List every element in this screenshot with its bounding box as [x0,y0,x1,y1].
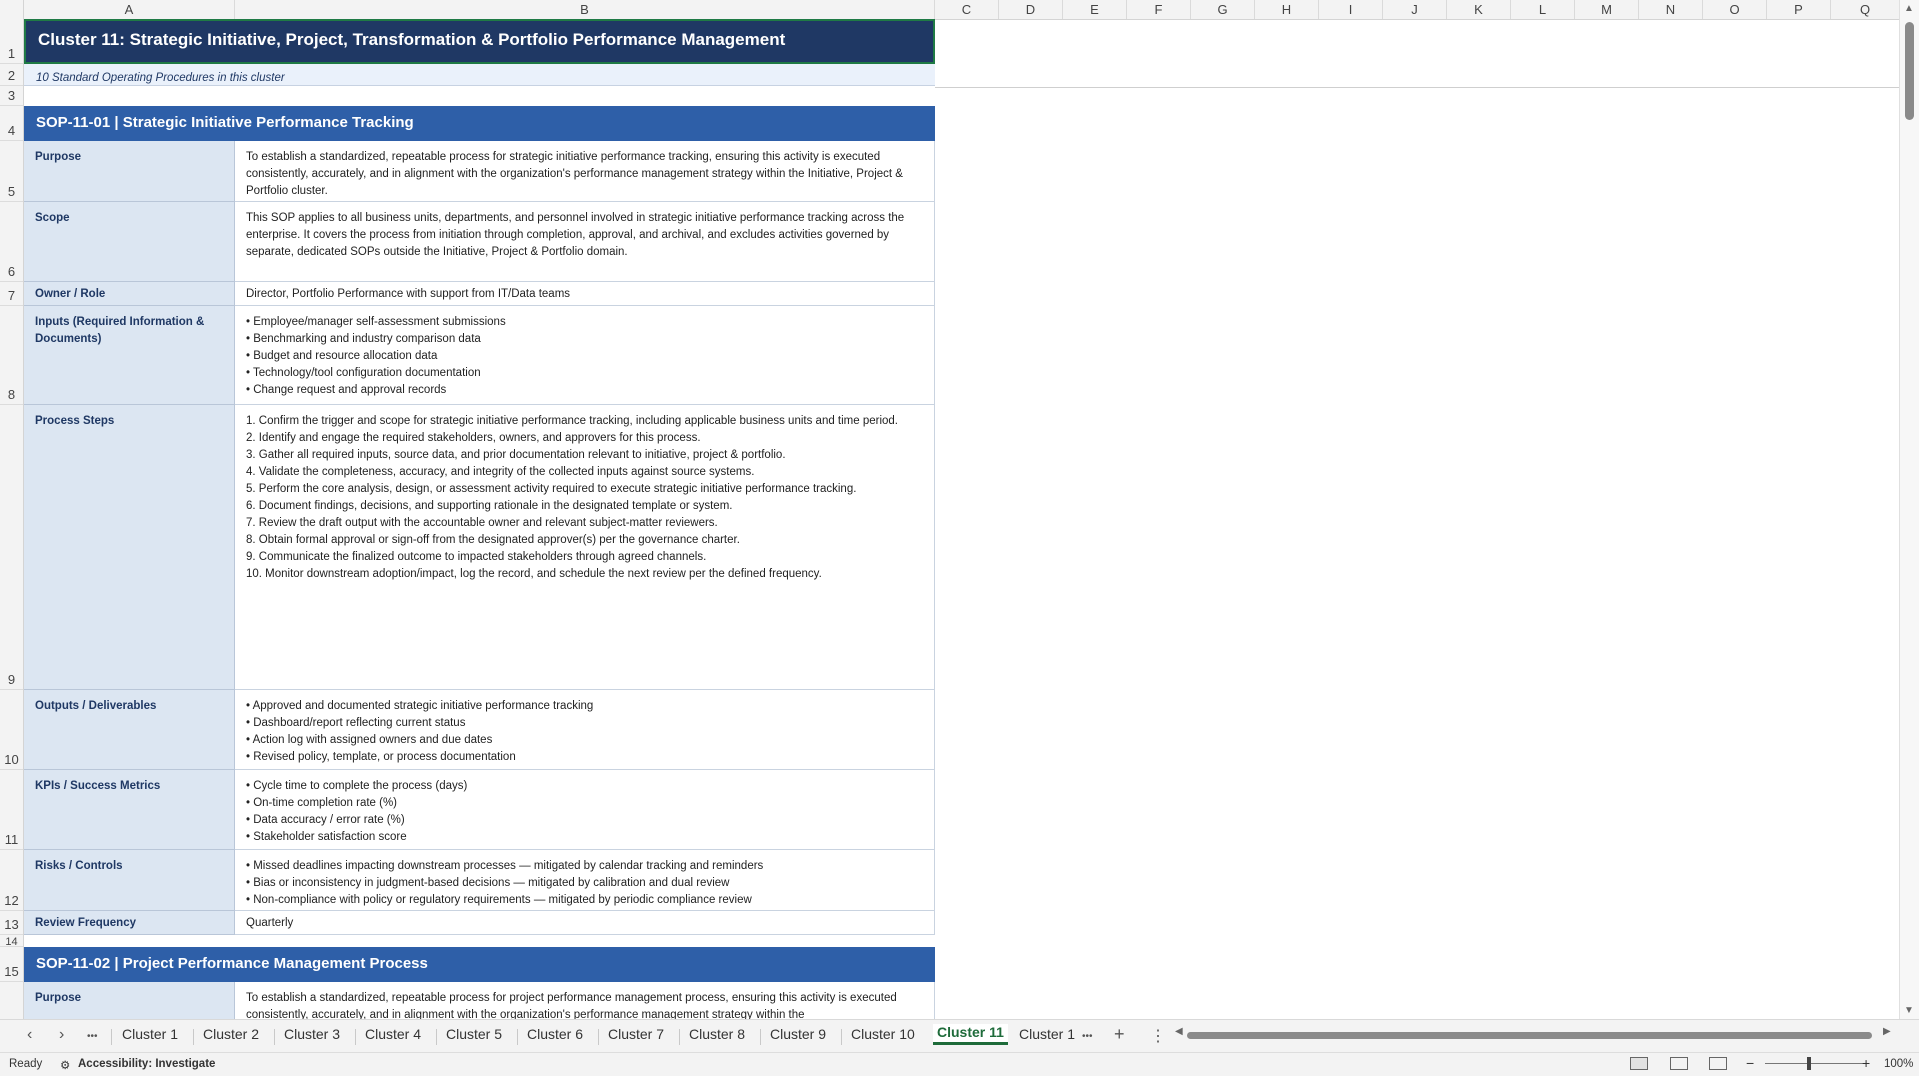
purpose-value[interactable]: To establish a standardized, repeatable process for strategic initiative performance tracking, ensuring this activity is executed consistently, accurately, and in alignment with the organization's performance management strategy within the Initiative, Project & Portfolio cluster. [235,141,935,202]
scroll-down-arrow-icon[interactable]: ▼ [1904,1005,1914,1016]
purpose-label[interactable]: Purpose [24,982,235,1019]
scope-value[interactable]: This SOP applies to all business units, departments, and personnel involved in strategic initiative performance tracking across the enterprise. It covers the process from initiation through completion, approval, and archival, and excludes activities governed by separate, dedicated SOPs outside the Initiative, Project & Portfolio domain. [235,202,935,282]
page-layout-view-icon[interactable] [1670,1057,1688,1070]
column-header-o[interactable]: O [1703,0,1767,19]
tab-cluster-1[interactable]: Cluster 1 [122,1026,179,1042]
ready-status: Ready [9,1058,43,1070]
outputs-label[interactable]: Outputs / Deliverables [24,690,235,770]
tab-separator [436,1029,437,1045]
scroll-right-arrow-icon[interactable]: ▶ [1883,1026,1891,1037]
process-steps-value[interactable]: 1. Confirm the trigger and scope for strategic initiative performance tracking, including applicable business units and time period. 2. Identify and engage the required stakeholders, owners, and approvers for this process. 3. Gather all required inputs, source data, and prior documentation relevant to initiative, project & portfolio. 4. Validate the completeness, accuracy, and integrity of the collected inputs against source systems. 5. Perform the core analysis, design, or assessment activity required to execute strategic initiative performance tracking. 6. Document findings, decisions, and supporting rationale in the designated template or system. 7. Review the draft output with the accountable owner and relevant subject-matter reviewers. 8. Obtain formal approval or sign-off from the designated approver(s) per the governance charter. 9. Communicate the finalized outcome to impacted stakeholders through agreed channels. 10. Monitor downstream adoption/impact, log the record, and schedule the next review per the defined frequency. [235,405,935,690]
more-sheets-right-icon[interactable]: ••• [1082,1031,1093,1042]
tab-separator [193,1029,194,1045]
owner-label[interactable]: Owner / Role [24,282,235,306]
zoom-in-icon[interactable]: + [1862,1055,1871,1071]
risks-value[interactable]: • Missed deadlines impacting downstream processes — mitigated by calendar tracking and reminders • Bias or inconsistency in judgment-based decisions — mitigated by calibration and dual review • Non-compliance with policy or regulatory requirements — mitigated by periodic compliance review [235,850,935,911]
row-header[interactable]: 2 [0,64,23,86]
tab-separator [679,1029,680,1045]
status-bar [0,1052,1919,1076]
row-header-bar [0,19,24,1019]
tab-cluster-5[interactable]: Cluster 5 [446,1026,503,1042]
row-header[interactable]: 1 [0,19,23,64]
tab-cluster-7[interactable]: Cluster 7 [608,1026,665,1042]
review-frequency-label[interactable]: Review Frequency [24,911,235,935]
purpose-label[interactable]: Purpose [24,141,235,202]
tab-separator [517,1029,518,1045]
column-header-h[interactable]: H [1255,0,1319,19]
cluster-title-cell[interactable]: Cluster 11: Strategic Initiative, Project, Transformation & Portfolio Performance Management [24,19,935,64]
column-header-d[interactable]: D [999,0,1063,19]
column-header-g[interactable]: G [1191,0,1255,19]
column-header-k[interactable]: K [1447,0,1511,19]
more-sheets-icon[interactable]: ••• [87,1031,98,1042]
row-divider [935,87,1900,88]
tab-separator [841,1029,842,1045]
previous-sheet-icon[interactable]: ‹ [27,1026,33,1043]
scope-label[interactable]: Scope [24,202,235,282]
accessibility-status[interactable]: Accessibility: Investigate [78,1058,216,1070]
inputs-value[interactable]: • Employee/manager self-assessment submissions • Benchmarking and industry comparison data • Budget and resource allocation data • Technology/tool configuration documentation • Change request and approval records [235,306,935,405]
row-header[interactable]: 7 [0,282,23,306]
zoom-out-icon[interactable]: − [1746,1055,1755,1071]
column-header-f[interactable]: F [1127,0,1191,19]
tab-cluster-4[interactable]: Cluster 4 [365,1026,422,1042]
kpis-label[interactable]: KPIs / Success Metrics [24,770,235,850]
row-header[interactable]: 4 [0,106,23,141]
row-header[interactable]: 3 [0,86,23,106]
kpis-value[interactable]: • Cycle time to complete the process (days) • On-time completion rate (%) • Data accuracy / error rate (%) • Stakeholder satisfaction score [235,770,935,850]
process-steps-label[interactable]: Process Steps [24,405,235,690]
next-sheet-icon[interactable]: › [59,1026,65,1043]
review-frequency-value[interactable]: Quarterly [235,911,935,935]
purpose-value[interactable]: To establish a standardized, repeatable process for project performance management process, ensuring this activity is executed consistently, accurately, and in alignment with the organization's performance management strategy within the [235,982,935,1019]
row-header[interactable]: 10 [0,690,23,770]
row-header[interactable]: 9 [0,405,23,690]
row-header[interactable]: 12 [0,850,23,911]
column-header-m[interactable]: M [1575,0,1639,19]
page-break-view-icon[interactable] [1709,1057,1727,1070]
tab-cluster-1-truncated[interactable]: Cluster 1 [1019,1026,1076,1042]
tab-cluster-10[interactable]: Cluster 10 [851,1026,915,1042]
tab-cluster-11[interactable]: Cluster 11 [933,1024,1008,1045]
sop-header-11-02[interactable]: SOP-11-02 | Project Performance Management Process [24,947,935,982]
cluster-subtitle-cell[interactable]: 10 Standard Operating Procedures in this cluster [24,64,935,86]
row-header[interactable]: 15 [0,947,23,982]
column-header-bar [0,0,1900,20]
vertical-scrollbar[interactable] [1899,0,1919,1019]
column-header-a[interactable]: A [24,0,235,19]
horizontal-scrollbar[interactable] [1175,1026,1895,1040]
row-header[interactable]: 5 [0,141,23,202]
column-header-j[interactable]: J [1383,0,1447,19]
normal-view-icon[interactable] [1630,1057,1648,1070]
zoom-slider-thumb[interactable] [1807,1057,1811,1070]
tab-separator [355,1029,356,1045]
select-all-corner[interactable] [0,0,24,19]
owner-value[interactable]: Director, Portfolio Performance with support from IT/Data teams [235,282,935,306]
row-header[interactable]: 13 [0,911,23,935]
column-header-l[interactable]: L [1511,0,1575,19]
tab-cluster-2[interactable]: Cluster 2 [203,1026,260,1042]
column-header-q[interactable]: Q [1831,0,1900,19]
risks-label[interactable]: Risks / Controls [24,850,235,911]
column-header-i[interactable]: I [1319,0,1383,19]
tab-separator [760,1029,761,1045]
worksheet-grid[interactable] [24,19,1900,1019]
tab-cluster-3[interactable]: Cluster 3 [284,1026,341,1042]
tab-separator [274,1029,275,1045]
accessibility-icon[interactable]: ⚙ [60,1060,71,1072]
horizontal-scroll-thumb[interactable] [1187,1032,1872,1039]
tab-cluster-6[interactable]: Cluster 6 [527,1026,584,1042]
tab-separator [111,1029,112,1045]
add-sheet-icon[interactable]: + [1114,1024,1125,1044]
tab-cluster-9[interactable]: Cluster 9 [770,1026,827,1042]
column-header-n[interactable]: N [1639,0,1703,19]
zoom-level[interactable]: 100% [1884,1058,1914,1070]
scroll-up-arrow-icon[interactable]: ▲ [1904,3,1914,14]
tab-separator [598,1029,599,1045]
column-header-e[interactable]: E [1063,0,1127,19]
vertical-scroll-thumb[interactable] [1905,22,1914,120]
sheet-options-icon[interactable]: ⋮ [1150,1028,1166,1045]
column-header-b[interactable]: B [235,0,935,19]
row-header[interactable]: 14 [0,935,23,947]
row-header[interactable]: 6 [0,202,23,282]
sheet-tab-bar [0,1019,1919,1053]
outputs-value[interactable]: • Approved and documented strategic initiative performance tracking • Dashboard/report reflecting current status • Action log with assigned owners and due dates • Revised policy, template, or process documentation [235,690,935,770]
inputs-label[interactable]: Inputs (Required Information & Documents) [24,306,235,405]
column-header-p[interactable]: P [1767,0,1831,19]
row-header[interactable]: 8 [0,306,23,405]
row-header[interactable]: 11 [0,770,23,850]
zoom-slider-track[interactable] [1765,1063,1865,1064]
scroll-left-arrow-icon[interactable]: ◀ [1175,1026,1183,1037]
column-header-c[interactable]: C [935,0,999,19]
tab-cluster-8[interactable]: Cluster 8 [689,1026,746,1042]
sop-header-11-01[interactable]: SOP-11-01 | Strategic Initiative Performance Tracking [24,106,935,141]
